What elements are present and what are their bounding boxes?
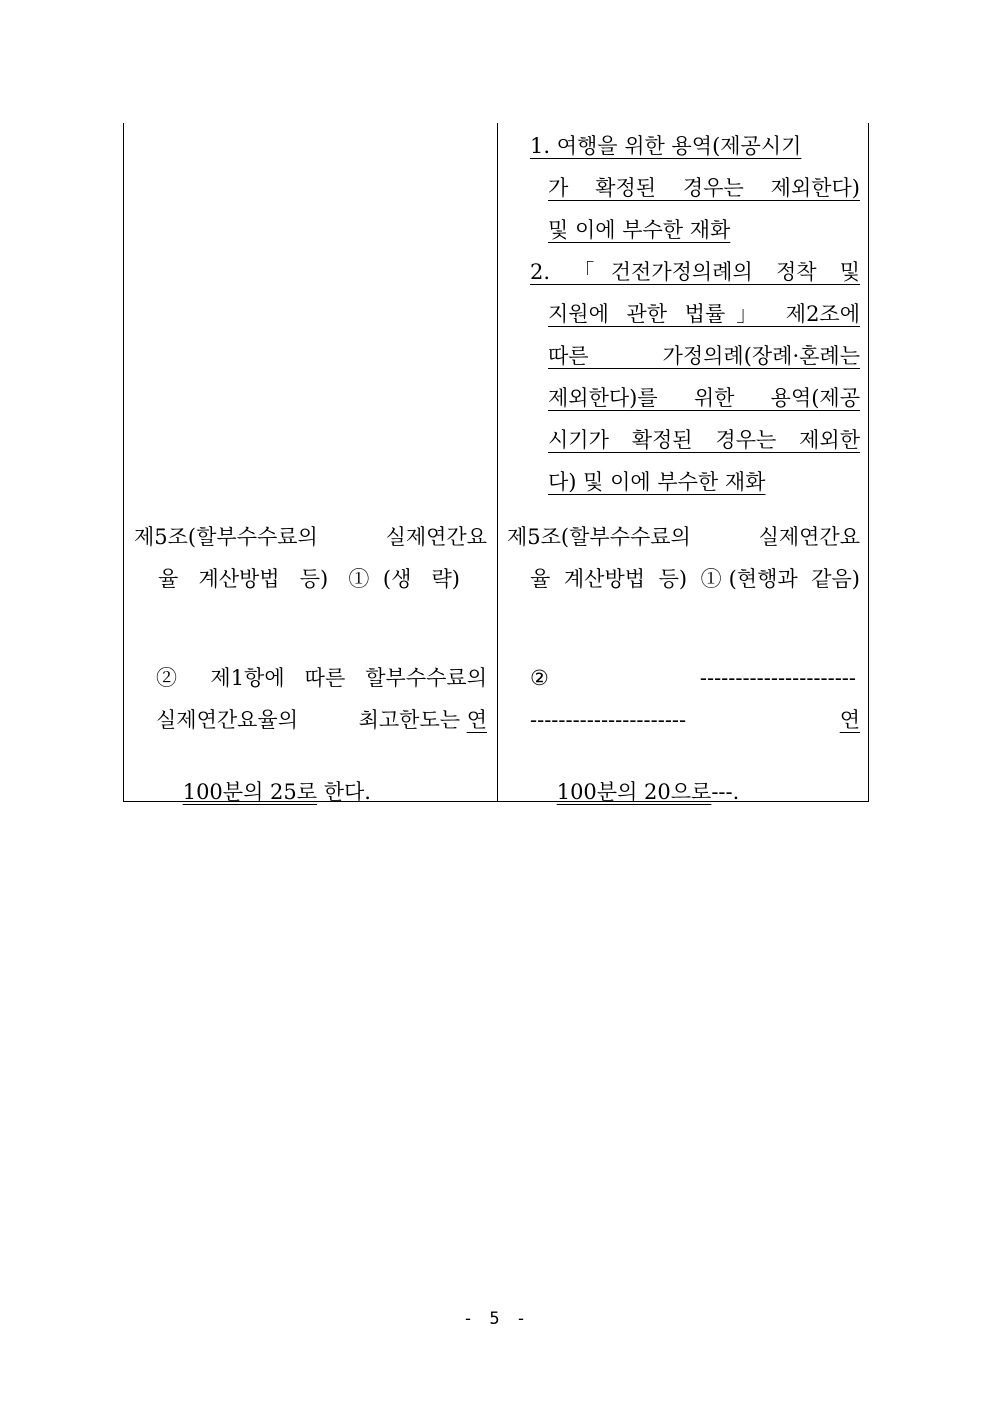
left-para2-line2-main: 실제연간요율의 최고한도는 — [156, 708, 467, 732]
column-divider — [497, 123, 498, 801]
right-item2-line5: 시기가 확정된 경우는 제외한 — [548, 428, 860, 452]
left-para2-line3 — [156, 747, 371, 804]
right-para2-line2 — [530, 705, 860, 735]
right-item2-line1: 2. 「건전가정의례의 정착 및 — [530, 260, 860, 284]
left-art5-line2: 율 계산방법 등) ①(생 략) — [158, 567, 460, 591]
right-item2-line3: 따른 가정의례(장례·혼례는 — [548, 344, 860, 368]
right-item2-line2: 지원에 관한 법률」 제2조에 — [548, 302, 860, 326]
left-para2-line2 — [156, 705, 487, 735]
right-item1-line3: 및 이에 부수한 재화 — [548, 218, 731, 242]
right-item2-line4: 제외한다)를 위한 용역(제공 — [548, 386, 860, 410]
right-para2-line1: ② ---------------------- — [530, 666, 856, 690]
left-art5-line1: 제5조(할부수수료의 실제연간요 — [134, 525, 487, 549]
right-item1-line1: 1. 여행을 위한 용역(제공시기 — [530, 134, 802, 158]
left-para2-line3-underlined: 100분의 25로 — [182, 780, 318, 804]
right-para2-line2-dashes: ---------------------- — [530, 708, 687, 732]
comparison-table — [123, 123, 869, 802]
right-art5-line1: 제5조(할부수수료의 실제연간요 — [507, 525, 860, 549]
left-para2-line1: ② 제1항에 따른 할부수수료의 — [156, 666, 487, 690]
right-para2-line3-underlined: 100분의 20으로 — [556, 780, 712, 804]
left-para2-line3-tail: 한다. — [317, 780, 371, 804]
right-para2-line3 — [530, 747, 740, 804]
right-para2-line2-tail: 연 — [839, 708, 860, 732]
page-number: - 5 - — [462, 1309, 530, 1329]
right-para2-line3-tail: ---. — [711, 780, 740, 804]
right-item1-line2: 가 확정된 경우는 제외한다) — [548, 176, 860, 200]
left-para2-line2-tail: 연 — [466, 708, 487, 732]
right-item2-line6: 다) 및 이에 부수한 재화 — [548, 470, 766, 494]
right-art5-line2: 율 계산방법 등) ①(현행과 같음) — [530, 567, 860, 591]
